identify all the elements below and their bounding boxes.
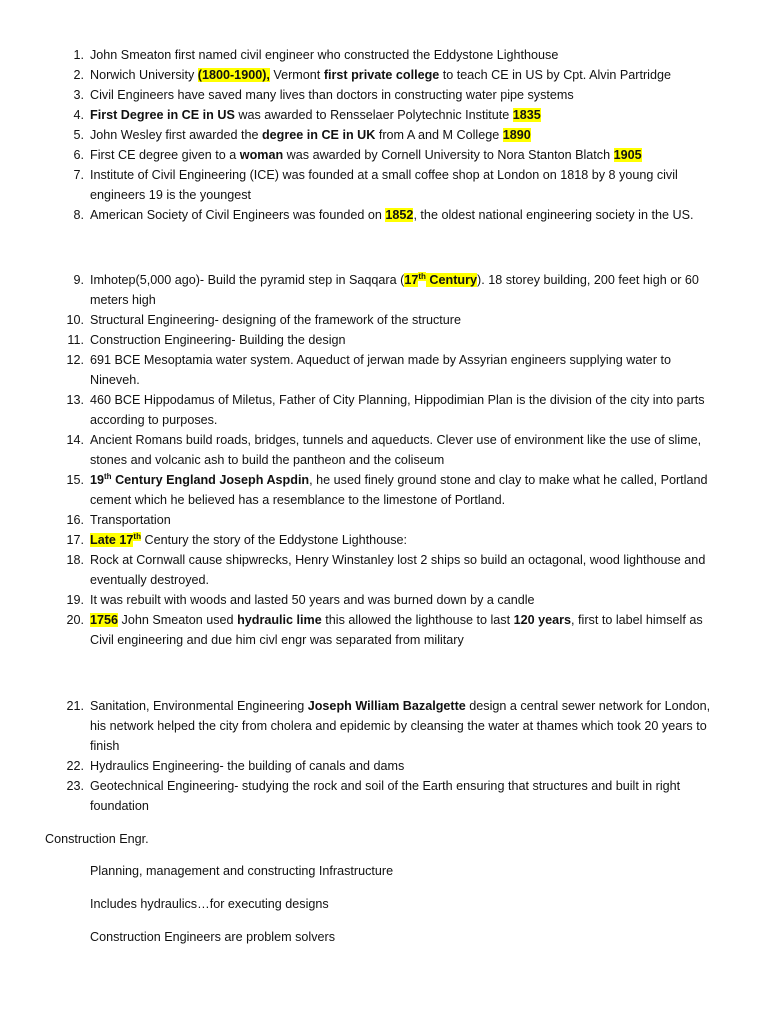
text-segment: Institute of Civil Engineering (ICE) was founded at a small coffee shop at London on 1818 by 8 young civil engineers 19 is the youngest — [90, 168, 678, 202]
list-number: 23 . — [62, 776, 84, 796]
highlighted-text: th — [133, 531, 141, 541]
text-segment: Transportation — [90, 513, 171, 527]
highlighted-text: th — [418, 271, 426, 281]
bold-text: Joseph William Bazalgette — [307, 699, 466, 713]
list-item — [0, 390, 768, 430]
list-item — [0, 430, 768, 470]
highlighted-text: 1835 — [512, 108, 541, 122]
text-segment: design a central sewer network for London, his network helped the city from cholera and epidemic by cleansing the water at thames which took 20 years to finish — [90, 699, 711, 753]
bold-text: first private college — [323, 68, 440, 82]
bold-text: woman — [239, 148, 284, 162]
list-number: 13 . — [62, 390, 84, 410]
list-number: 22 . — [62, 756, 84, 776]
text-segment: to teach CE in US by Cpt. Alvin Partridge — [439, 68, 671, 82]
text-segment: 691 BCE Mesoptamia water system. Aqueduct of jerwan made by Assyrian engineers supplying water to Nineveh. — [90, 353, 672, 387]
list-number: 2 . — [62, 65, 84, 85]
text-segment: Rock at Cornwall cause shipwrecks, Henry Winstanley lost 2 ships so build an octagonal, wood lighthouse and eventually destroyed. — [90, 553, 706, 587]
list-item — [0, 45, 768, 65]
bold-text: Century England Joseph Aspdin — [111, 473, 310, 487]
list-item — [0, 470, 768, 510]
text-segment: was awarded to Rensselaer Polytechnic Institute — [234, 108, 513, 122]
text-segment: Structural Engineering- designing of the framework of the structure — [90, 313, 462, 327]
text-segment: was awarded by Cornell University to Nora Stanton Blatch — [283, 148, 614, 162]
text-segment: American Society of Civil Engineers was founded on — [90, 208, 386, 222]
list-item — [0, 65, 768, 85]
list-item — [0, 530, 768, 550]
text-segment: from A and M College — [375, 128, 503, 142]
list-number: 15 . — [62, 470, 84, 490]
text-segment: Vermont — [269, 68, 324, 82]
list-number: 3 . — [62, 85, 84, 105]
construction-paragraph: Planning, management and constructing Infrastructure — [90, 864, 394, 878]
list-number: 10 . — [62, 310, 84, 330]
section-heading: Construction Engr. — [45, 832, 149, 846]
bold-text: th — [104, 471, 112, 481]
bold-text: degree in CE in UK — [261, 128, 376, 142]
list-item — [0, 350, 768, 390]
list-number: 11 . — [62, 330, 84, 350]
text-segment: Sanitation, Environmental Engineering — [90, 699, 308, 713]
list-number: 1 . — [62, 45, 84, 65]
list-number: 4 . — [62, 105, 84, 125]
construction-paragraph: Includes hydraulics…for executing designs — [90, 897, 329, 911]
text-segment: Hydraulics Engineering- the building of canals and dams — [90, 759, 405, 773]
numbered-list-history — [0, 45, 768, 225]
text-segment: ). 18 storey building, 200 feet high or 60 meters high — [90, 273, 699, 307]
bold-text: First Degree in CE in US — [90, 108, 235, 122]
list-number: 12 . — [62, 350, 84, 370]
bold-text: 19 — [90, 473, 105, 487]
list-number: 18 . — [62, 550, 84, 570]
highlighted-text: 1905 — [613, 148, 642, 162]
text-segment: Ancient Romans build roads, bridges, tunnels and aqueducts. Clever use of environment like the use of slime, stones and volcanic ash to build the pantheon and the coliseum — [90, 433, 702, 467]
text-segment: It was rebuilt with woods and lasted 50 years and was burned down by a candle — [90, 593, 535, 607]
list-number: 16 . — [62, 510, 84, 530]
text-segment: First CE degree given to a — [90, 148, 240, 162]
list-number: 5 . — [62, 125, 84, 145]
list-item — [0, 85, 768, 105]
text-segment: Norwich University — [90, 68, 198, 82]
list-number: 7 . — [62, 165, 84, 185]
text-segment: John Smeaton used — [118, 613, 238, 627]
list-number: 21 . — [62, 696, 84, 716]
numbered-list-engineering-fields — [0, 696, 768, 816]
list-item — [0, 205, 768, 225]
highlighted-text: 1890 — [502, 128, 531, 142]
text-segment: Geotechnical Engineering- studying the rock and soil of the Earth ensuring that structures and built in right foundation — [90, 779, 681, 813]
list-item — [0, 125, 768, 145]
list-item — [0, 610, 768, 650]
text-segment: 460 BCE Hippodamus of Miletus, Father of City Planning, Hippodimian Plan is the division of the city into parts according to purposes. — [90, 393, 705, 427]
list-item — [0, 105, 768, 125]
list-item — [0, 550, 768, 590]
list-number: 20 . — [62, 610, 84, 630]
list-number: 6 . — [62, 145, 84, 165]
text-segment: John Smeaton first named civil engineer who constructed the Eddystone Lighthouse — [90, 48, 559, 62]
text-segment: , the oldest national engineering society in the US. — [413, 208, 694, 222]
text-segment: , first to label himself as Civil engineering and due him civl engr was separated from military — [90, 613, 703, 647]
highlighted-text: (1800-1900), — [197, 68, 270, 82]
highlighted-text: 17 — [404, 273, 419, 287]
list-item — [0, 510, 768, 530]
highlighted-text: 1852 — [385, 208, 414, 222]
list-item — [0, 330, 768, 350]
list-number: 19 . — [62, 590, 84, 610]
list-item — [0, 590, 768, 610]
list-item — [0, 776, 768, 816]
numbered-list-ancient-to-modern — [0, 270, 768, 650]
list-item — [0, 270, 768, 310]
construction-paragraph: Construction Engineers are problem solvers — [90, 930, 335, 944]
highlighted-text: Century — [425, 273, 477, 287]
text-segment: Civil Engineers have saved many lives than doctors in constructing water pipe systems — [90, 88, 574, 102]
text-segment: Construction Engineering- Building the design — [90, 333, 346, 347]
list-number: 17 . — [62, 530, 84, 550]
bold-text: hydraulic lime — [237, 613, 322, 627]
highlighted-text: Late 17 — [90, 533, 134, 547]
text-segment: John Wesley first awarded the — [90, 128, 262, 142]
list-item — [0, 310, 768, 330]
list-item — [0, 756, 768, 776]
highlighted-text: 1756 — [90, 613, 119, 627]
list-item — [0, 145, 768, 165]
text-segment: this allowed the lighthouse to last — [321, 613, 514, 627]
list-item — [0, 696, 768, 756]
text-segment: , he used finely ground stone and clay to make what he called, Portland cement which he believed has a resemblance to the limestone of Portland. — [90, 473, 708, 507]
text-segment: Century the story of the Eddystone Lighthouse: — [140, 533, 407, 547]
bold-text: 120 years — [513, 613, 572, 627]
list-number: 8 . — [62, 205, 84, 225]
text-segment: Imhotep(5,000 ago)- Build the pyramid step in Saqqara ( — [90, 273, 405, 287]
list-number: 9 . — [62, 270, 84, 290]
list-item — [0, 165, 768, 205]
list-number: 14 . — [62, 430, 84, 450]
